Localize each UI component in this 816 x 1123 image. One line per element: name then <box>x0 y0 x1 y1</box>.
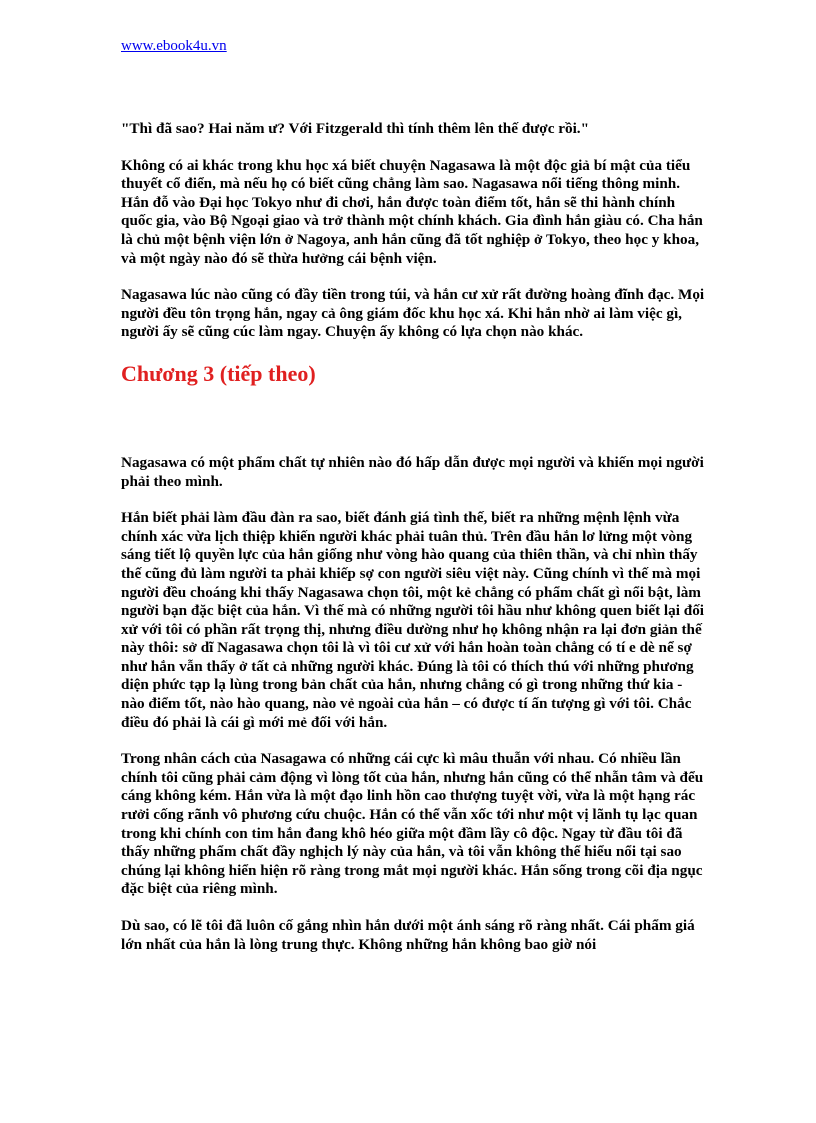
header-website-link[interactable]: www.ebook4u.vn <box>121 38 227 54</box>
paragraph: Nagasawa lúc nào cũng có đầy tiền trong túi, và hắn cư xử rất đường hoàng đĩnh đạc. Mọi người đều tôn trọng hắn, ngay cả ông giám đốc khu học xá. Khi hắn nhờ ai làm việc gì, người ấy sẽ cũng cúc làm ngay. Chuyện ấy không có lựa chọn nào khác. <box>121 286 705 341</box>
paragraph: Không có ai khác trong khu học xá biết chuyện Nagasawa là một độc giả bí mật của tiểu thuyết cổ điển, mà nếu họ có biết cũng chẳng làm sao. Nagasawa nổi tiếng thông minh. Hắn đỗ vào Đại học Tokyo như đi chơi, hắn được toàn điểm tốt, hắn sẽ thi hành chính quốc gia, vào Bộ Ngoại giao và trở thành một chính khách. Gia đình hắn giàu có. Cha hắn là chủ một bệnh viện lớn ở Nagoya, anh hắn cũng đã tốt nghiệp ở Tokyo, theo học y khoa, và một ngày nào đó sẽ thừa hưởng cái bệnh viện. <box>121 156 703 267</box>
document-body <box>121 120 706 972</box>
paragraph: Dù sao, có lẽ tôi đã luôn cố gắng nhìn hắn dưới một ánh sáng rõ ràng nhất. Cái phẩm giá lớn nhất của hắn là lòng trung thực. Không những hắn không bao giờ nói <box>121 917 695 953</box>
paragraph: Hắn biết phải làm đầu đàn ra sao, biết đánh giá tình thế, biết ra những mệnh lệnh vừa chính xác vừa lịch thiệp khiến người khác phải tuân thủ. Trên đầu hắn lơ lửng một vòng sáng tiết lộ quyền lực của hắn giống như vòng hào quang của thiên thần, và chỉ nhìn thấy thế cũng đủ làm người ta phải khiếp sợ con người siêu việt này. Cũng chính vì thế mà mọi người đều choáng khi thấy Nagasawa chọn tôi, một kẻ chẳng có phẩm chất gì nổi bật, làm người bạn đặc biệt của hắn. Vì thế mà có những người tôi hầu như không quen biết lại đối xử với tôi có phần rất trọng thị, nhưng điều dường như họ không nhận ra lại đơn giản thế này thôi: sở dĩ Nagasawa chọn tôi là vì tôi cư xử với hắn hoàn toàn chẳng có tí e dè nể sợ như hắn vẫn thấy ở tất cả những người khác. Đúng là tôi có thích thú với những phương diện phức tạp lạ lùng trong bản chất của hắn, nhưng chẳng có gì trong những thứ kia - nào điểm tốt, nào hào quang, nào vẻ ngoài của hắn – có được tí ấn tượng gì với tôi. Chắc điều đó phải là cái gì mới mẻ đối với hắn. <box>121 509 705 731</box>
section-spacer <box>121 388 706 454</box>
paragraph: Trong nhân cách của Nasagawa có những cái cực kì mâu thuẫn với nhau. Có nhiều lần chính tôi cũng phải cảm động vì lòng tốt của hắn, nhưng hắn cũng có thể nhẫn tâm và đểu cáng không kém. Hắn vừa là một đạo linh hồn cao thượng tuyệt vời, vừa là một hạng rác rưởi cống rãnh vô phương cứu chuộc. Hắn có thể vẫn xốc tới như một vị lãnh tụ lạc quan trong khi chính con tim hắn đang khô héo giữa một đầm lầy cô độc. Ngay từ đầu tôi đã thấy những phẩm chất đầy nghịch lý này của hắn, và tôi vẫn không thể hiểu nổi tại sao chúng lại không hiển hiện rõ ràng trong mắt mọi người khác. Hắn sống trong cõi địa ngục đặc biệt của riêng mình. <box>121 750 704 898</box>
paragraph: "Thì đã sao? Hai năm ư? Với Fitzgerald thì tính thêm lên thế được rồi." <box>121 120 590 137</box>
paragraph: Nagasawa có một phẩm chất tự nhiên nào đó hấp dẫn được mọi người và khiến mọi người phải theo mình. <box>121 453 704 490</box>
chapter-heading: Chương 3 (tiếp theo) <box>121 360 316 386</box>
